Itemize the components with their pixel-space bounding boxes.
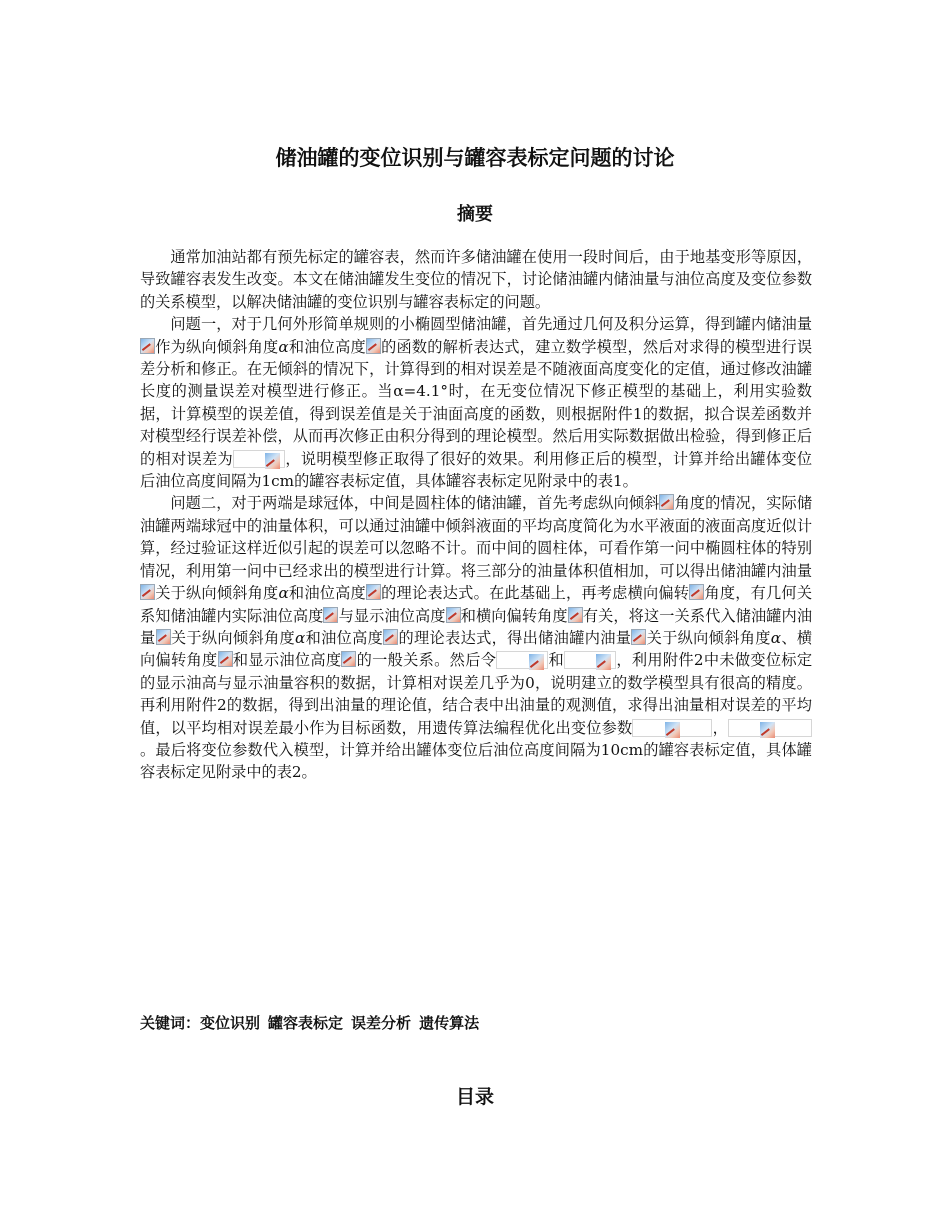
formula-image-icon	[366, 584, 381, 600]
alpha-symbol: α	[278, 337, 289, 356]
formula-image-frame	[728, 719, 812, 737]
formula-image-icon	[760, 722, 775, 738]
formula-image-icon	[341, 651, 356, 667]
alpha-symbol: α	[295, 628, 306, 647]
keyword-item: 遗传算法	[419, 1014, 480, 1032]
abstract-body	[140, 246, 812, 784]
formula-image-icon	[596, 654, 611, 670]
keyword-item: 变位识别	[200, 1014, 261, 1032]
formula-image-icon	[446, 607, 461, 623]
formula-image-icon	[631, 629, 646, 645]
abstract-paragraph-2: 问题一，对于几何外形简单规则的小椭圆型储油罐，首先通过几何及积分运算，得到罐内储油量作为纵向倾斜角度α和油位高度 的函数的解析表达式，建立数学模型，然后对求得的模型进行误差分析和修正。在无倾斜的情况下，计算得到的相对误差是不随液面高度变化的定值，通过修改油罐长度的测量误差对模型进行修正。当α=4.1°时，在无变位情况下修正模型的基础上，利用实验数据，计算模型的误差值，得到误差值是关于油面高度的函数，则根据附件1的数据，拟合误差函数并对模型经行误差补偿，从而再次修正由积分得到的理论模型。然后用实际数据做出检验，得到修正后的相对误差为 ，说明模型修正取得了很好的效果。利用修正后的模型，计算并给出罐体变位后油位高度间隔为1cm的罐容表标定值，具体罐容表标定见附录中的表1。	[140, 315, 813, 491]
alpha-symbol: α	[278, 584, 289, 603]
formula-image-icon	[140, 338, 155, 354]
formula-image-frame	[233, 450, 285, 468]
formula-image-icon	[140, 584, 155, 600]
formula-image-icon	[529, 654, 544, 670]
abstract-heading: 摘要	[457, 204, 493, 225]
formula-image-icon	[218, 651, 233, 667]
formula-image-icon	[156, 629, 171, 645]
formula-image-icon	[323, 607, 338, 623]
formula-image-icon	[265, 453, 280, 469]
abstract-paragraph-1: 通常加油站都有预先标定的罐容表，然而许多储油罐在使用一段时间后，由于地基变形等原因，导致罐容表发生改变。本文在储油罐发生变位的情况下，讨论储油罐内储油量与油位高度及变位参数的关系模型，以解决储油罐的变位识别与罐容表标定的问题。	[140, 248, 812, 311]
formula-image-icon	[366, 338, 381, 354]
alpha-symbol: α	[770, 628, 782, 647]
abstract-paragraph-3: 问题二，对于两端是球冠体，中间是圆柱体的储油罐，首先考虑纵向倾斜 角度的情况，实际储油罐两端球冠中的油量体积，可以通过油罐中倾斜液面的平均高度简化为水平液面的液面高度近似计算，经过验证这样近似引起的误差可以忽略不计。而中间的圆柱体，可看作第一问中椭圆柱体的特别情况，利用第一问中已经求出的模型进行计算。将三部分的油量体积值相加，可以得出储油罐内油量关于纵向倾斜角度α和油位高度 的理论表达式。在此基础上，再考虑横向偏转 角度，有几何关系知储油罐内实际油位高度 与显示油位高度 和横向偏转角度 有关，将这一关系代入储油罐内油量 关于纵向倾斜角度α和油位高度 的理论表达式，得出储油罐内油量 关于纵向倾斜角度α、横向偏转角度 和显示油位高度 的一般关系。然后令 和 ，利用附件2中未做变位标定的显示油高与显示油量容积的数据，计算相对误差几乎为0，说明建立的数学模型具有很高的精度。再利用附件2的数据，得到出油量的理论值，结合表中出油量的观测值，求得出油量相对误差的平均值，以平均相对误差最小作为目标函数，用遗传算法编程优化出变位参数 ，。最后将变位参数代入模型，计算并给出罐体变位后油位高度间隔为10cm的罐容表标定值，具体罐容表标定见附录中的表2。	[140, 494, 813, 782]
document-title: 储油罐的变位识别与罐容表标定问题的讨论	[275, 146, 675, 170]
formula-image-frame	[496, 651, 548, 669]
formula-image-icon	[383, 629, 398, 645]
formula-image-icon	[665, 722, 680, 738]
keyword-item: 罐容表标定	[268, 1014, 344, 1032]
formula-image-icon	[568, 607, 583, 623]
formula-image-icon	[689, 584, 704, 600]
keyword-item: 误差分析	[351, 1014, 412, 1032]
keywords-label: 关键词：	[140, 1014, 201, 1032]
keywords-line	[140, 1012, 487, 1033]
formula-image-icon	[659, 494, 674, 510]
toc-heading: 目录	[455, 1086, 494, 1108]
formula-image-frame	[564, 651, 616, 669]
formula-image-frame	[632, 719, 712, 737]
